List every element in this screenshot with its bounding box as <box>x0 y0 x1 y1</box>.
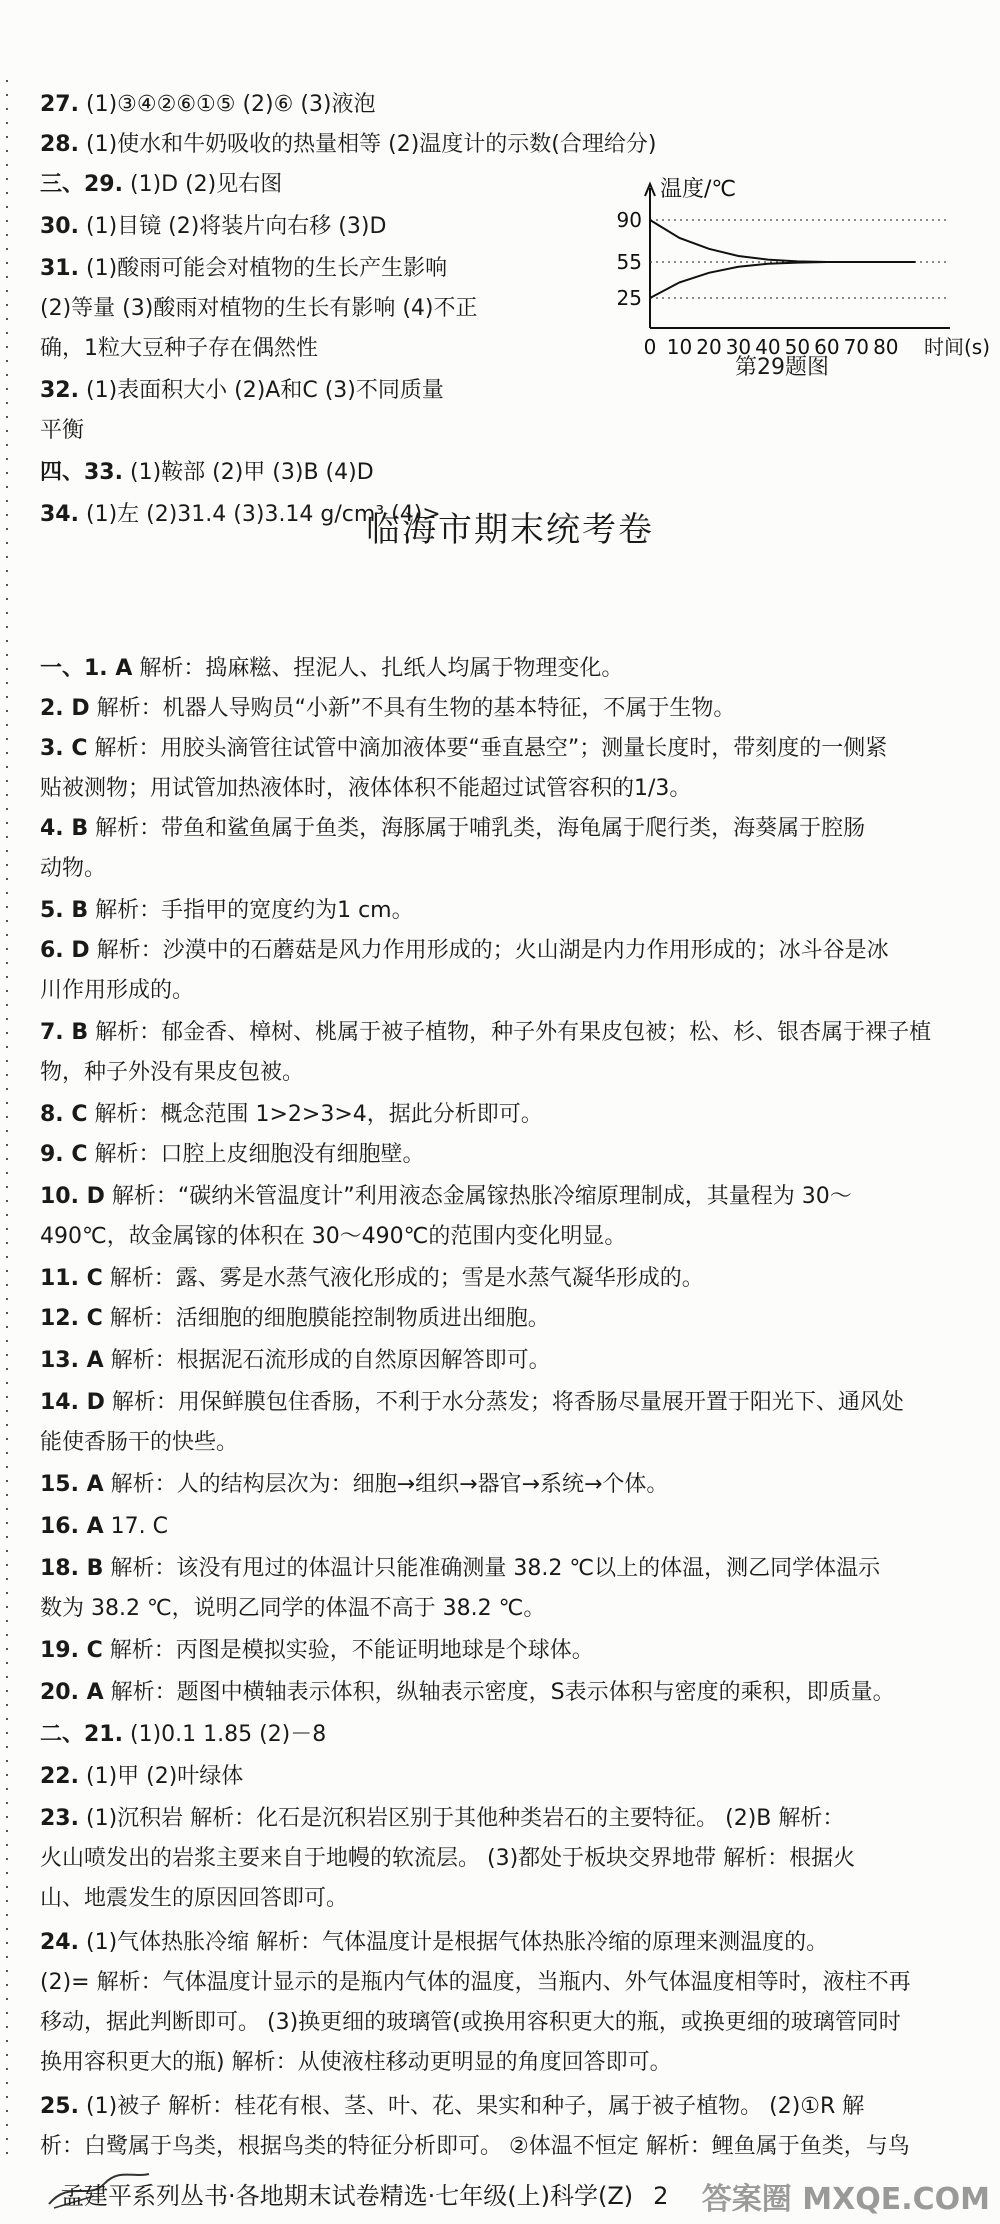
question-number: 15. A <box>40 1472 104 1497</box>
answer-line <box>40 2008 901 2038</box>
question-number: 一、1. A <box>40 656 133 681</box>
answer-line <box>40 1884 348 1914</box>
answer-text: (1)甲 (2)叶绿体 <box>85 1764 244 1789</box>
question-number: 23. <box>40 1806 79 1831</box>
answer-text: (1)③④②⑥①⑤ (2)⑥ (3)液泡 <box>85 92 376 117</box>
answer-line <box>40 458 374 488</box>
x-tick-label: 60 <box>814 335 840 359</box>
answer-line <box>40 1100 543 1130</box>
temperature-chart <box>600 177 991 378</box>
answer-line <box>40 1264 704 1294</box>
answer-line <box>40 1346 551 1376</box>
answer-text: 解析：用保鲜膜包住香肠，不利于水分蒸发；将香肠尽量展开置于阳光下、通风处 <box>111 1390 904 1415</box>
answer-line <box>40 814 865 844</box>
question-number: 16. A <box>40 1514 104 1539</box>
answer-text: 解析：“碳纳米管温度计”利用液态金属镓热胀冷缩原理制成，其量程为 30～ <box>111 1184 852 1209</box>
answer-text: 移动，据此判断即可。 (3)换更细的玻璃管(或换用容积更大的瓶，或换更细的玻璃管同时 <box>40 2010 901 2035</box>
answer-text: 解析：人的结构层次为：细胞→组织→器官→系统→个体。 <box>110 1472 669 1497</box>
series-line-2 <box>650 262 915 298</box>
answer-line <box>40 2092 864 2122</box>
answer-text: (1)左 (2)31.4 (3)3.14 g/cm³ (4)> <box>85 502 441 527</box>
answer-text: (1)表面积大小 (2)A和C (3)不同质量 <box>85 378 444 403</box>
binding-dashed-line <box>6 80 8 2160</box>
answer-line <box>40 1388 904 1418</box>
answer-text: 解析：丙图是模拟实验，不能证明地球是个球体。 <box>109 1638 594 1663</box>
answer-text: 解析：带鱼和鲨鱼属于鱼类，海豚属于哺乳类，海龟属于爬行类，海葵属于腔肠 <box>95 816 866 841</box>
answer-text: 能使香肠干的快些。 <box>40 1430 239 1455</box>
question-number: 31. <box>40 256 79 281</box>
answer-text: (1)D (2)见右图 <box>129 172 283 197</box>
question-number: 三、29. <box>40 172 123 197</box>
answer-line <box>40 1512 168 1542</box>
answer-line <box>40 90 376 120</box>
answer-text: (2)= 解析：气体温度计显示的是瓶内气体的温度，当瓶内、外气体温度相等时，液柱不再 <box>40 1970 911 1995</box>
question-number: 四、33. <box>40 460 123 485</box>
answer-line <box>40 1140 425 1170</box>
question-number: 30. <box>40 214 79 239</box>
answer-text: 解析：题图中横轴表示体积，纵轴表示密度，S表示体积与密度的乘积，即质量。 <box>110 1680 895 1705</box>
answer-line <box>40 1636 594 1666</box>
answer-line <box>40 1968 911 1998</box>
answer-line <box>40 212 386 242</box>
answer-text: 川作用形成的。 <box>40 978 195 1003</box>
x-tick-label: 0 <box>643 335 657 359</box>
answer-line <box>40 130 656 160</box>
answer-text: 解析：概念范围 1>2>3>4，据此分析即可。 <box>94 1102 543 1127</box>
answer-text: 换用容积更大的瓶) 解析：从使液柱移动更明显的角度回答即可。 <box>40 2050 672 2075</box>
question-number: 25. <box>40 2094 79 2119</box>
answer-line <box>40 976 194 1006</box>
answer-line <box>40 1222 626 1252</box>
answer-text: 确，1粒大豆种子存在偶然性 <box>40 336 318 361</box>
answer-line <box>40 1844 855 1874</box>
answer-text: (1)被子 解析：桂花有根、茎、叶、花、果实和种子，属于被子植物。 (2)①R 解 <box>85 2094 865 2119</box>
answer-line <box>40 734 887 764</box>
question-number: 13. A <box>40 1348 104 1373</box>
answer-text: 数为 38.2 ℃，说明乙同学的体温不高于 38.2 ℃。 <box>40 1596 546 1621</box>
question-number: 8. C <box>40 1102 88 1127</box>
answer-text: 山、地震发生的原因回答即可。 <box>40 1886 349 1911</box>
answer-line <box>40 1594 545 1624</box>
answer-line <box>40 896 414 926</box>
answer-line <box>40 1470 668 1500</box>
answer-text: (1)目镜 (2)将装片向右移 (3)D <box>85 214 387 239</box>
answer-text: 490℃，故金属镓的体积在 30～490℃的范围内变化明显。 <box>40 1224 627 1249</box>
answer-text: 解析：用胶头滴管往试管中滴加液体要“垂直悬空”；测量长度时，带刻度的一侧紧 <box>94 736 888 761</box>
question-number: 4. B <box>40 816 89 841</box>
x-tick-label: 20 <box>696 335 722 359</box>
question-number: 22. <box>40 1764 79 1789</box>
y-axis-label: 温度/℃ <box>660 177 737 202</box>
answer-line <box>40 2048 672 2078</box>
answer-text: (1)沉积岩 解析：化石是沉积岩区别于其他种类岩石的主要特征。 (2)B 解析： <box>85 1806 845 1831</box>
answer-text: 物，种子外没有果皮包被。 <box>40 1060 305 1085</box>
series-line-1 <box>650 220 915 262</box>
x-tick-label: 70 <box>843 335 870 359</box>
answer-text: 解析：口腔上皮细胞没有细胞壁。 <box>94 1142 425 1167</box>
answer-line <box>40 1762 243 1792</box>
x-axis-label: 时间(s) <box>924 335 991 359</box>
y-tick-label: 55 <box>616 250 642 274</box>
x-tick-label: 80 <box>873 335 899 359</box>
footer-series-title: 孟建平系列丛书·各地期末试卷精选·七年级(上)科学(Z) <box>60 2182 634 2210</box>
section-title: 临海市期末统考卷 <box>366 510 654 550</box>
watermark: 答案圈 MXQE.COM <box>701 2182 990 2217</box>
answer-line <box>40 1720 326 1750</box>
question-number: 20. A <box>40 1680 104 1705</box>
answer-line <box>40 334 318 364</box>
answer-text: (1)气体热胀冷缩 解析：气体温度计是根据气体热胀冷缩的原理来测温度的。 <box>85 1930 829 1955</box>
footer <box>60 2176 668 2211</box>
answer-text: 贴被测物；用试管加热液体时，液体体积不能超过试管容积的1/3。 <box>40 776 692 801</box>
chart-caption: 第29题图 <box>735 355 829 380</box>
question-number: 19. C <box>40 1638 103 1663</box>
answer-line <box>40 1058 304 1088</box>
page-number: 2 <box>653 2182 669 2210</box>
question-number: 2. D <box>40 696 90 721</box>
y-tick-label: 90 <box>616 208 642 232</box>
answer-text: 解析：机器人导购员“小新”不具有生物的基本特征，不属于生物。 <box>96 696 736 721</box>
answer-text: 解析：郁金香、樟树、桃属于被子植物，种子外有果皮包被；松、杉、银杏属于裸子植 <box>95 1020 932 1045</box>
answer-text: (1)0.1 1.85 (2)－8 <box>129 1722 327 1747</box>
question-number: 34. <box>40 502 79 527</box>
question-number: 二、21. <box>40 1722 123 1747</box>
answer-line <box>40 1804 844 1834</box>
question-number: 5. B <box>40 898 89 923</box>
answer-line <box>40 774 691 804</box>
x-tick-label: 30 <box>725 335 752 359</box>
answer-text: 火山喷发出的岩浆主要来自于地幔的软流层。 (3)都处于板块交界地带 解析：根据火 <box>40 1846 856 1871</box>
question-number: 24. <box>40 1930 79 1955</box>
question-number: 27. <box>40 92 79 117</box>
answer-line <box>40 1018 931 1048</box>
answer-line <box>40 654 623 684</box>
x-tick-label: 50 <box>784 335 811 359</box>
question-number: 9. C <box>40 1142 88 1167</box>
answer-text: 解析：捣麻糍、捏泥人、扎纸人均属于物理变化。 <box>139 656 624 681</box>
answer-text: (1)酸雨可能会对植物的生长产生影响 <box>85 256 448 281</box>
question-number: 7. B <box>40 1020 89 1045</box>
answer-text: (1)使水和牛奶吸收的热量相等 (2)温度计的示数(合理给分) <box>85 132 657 157</box>
answer-text: (2)等量 (3)酸雨对植物的生长有影响 (4)不正 <box>40 296 478 321</box>
answer-line <box>40 936 889 966</box>
question-number: 12. C <box>40 1306 103 1331</box>
answer-text: 解析：活细胞的细胞膜能控制物质进出细胞。 <box>109 1306 550 1331</box>
question-number: 28. <box>40 132 79 157</box>
answer-line <box>40 2132 910 2162</box>
answer-line <box>40 1428 238 1458</box>
question-number: 32. <box>40 378 79 403</box>
question-number: 18. B <box>40 1556 104 1581</box>
answer-line <box>40 170 282 200</box>
answer-line <box>40 854 106 884</box>
x-tick-label: 40 <box>755 335 781 359</box>
answer-line <box>40 294 477 324</box>
answer-line <box>40 376 444 406</box>
answer-text: 17. C <box>110 1514 169 1539</box>
chart-svg <box>600 177 991 378</box>
answer-line <box>40 1554 880 1584</box>
answer-text: 解析：该没有甩过的体温计只能准确测量 38.2 ℃以上的体温，测乙同学体温示 <box>110 1556 881 1581</box>
answer-text: 解析：露、雾是水蒸气液化形成的；雪是水蒸气凝华形成的。 <box>109 1266 704 1291</box>
answer-line <box>40 1304 550 1334</box>
question-number: 6. D <box>40 938 90 963</box>
question-number: 11. C <box>40 1266 103 1291</box>
answer-line <box>40 254 447 284</box>
answer-line <box>40 694 735 724</box>
x-tick-label: 10 <box>666 335 693 359</box>
answer-text: 动物。 <box>40 856 107 881</box>
answer-line <box>40 1928 828 1958</box>
question-number: 10. D <box>40 1184 105 1209</box>
answer-line <box>40 1182 852 1212</box>
answer-text: (1)鞍部 (2)甲 (3)B (4)D <box>129 460 374 485</box>
question-number: 3. C <box>40 736 88 761</box>
answer-line <box>40 1678 895 1708</box>
y-tick-label: 25 <box>616 286 642 310</box>
answer-text: 解析：根据泥石流形成的自然原因解答即可。 <box>110 1348 551 1373</box>
answer-line <box>40 416 84 446</box>
answer-text: 解析：沙漠中的石蘑菇是风力作用形成的；火山湖是内力作用形成的；冰斗谷是冰 <box>96 938 889 963</box>
answer-text: 解析：手指甲的宽度约为1 cm。 <box>95 898 414 923</box>
question-number: 14. D <box>40 1390 105 1415</box>
answer-text: 平衡 <box>40 418 85 443</box>
answer-text: 析：白鹭属于鸟类，根据鸟类的特征分析即可。 ②体温不恒定 解析：鲤鱼属于鱼类，与鸟 <box>40 2134 910 2159</box>
